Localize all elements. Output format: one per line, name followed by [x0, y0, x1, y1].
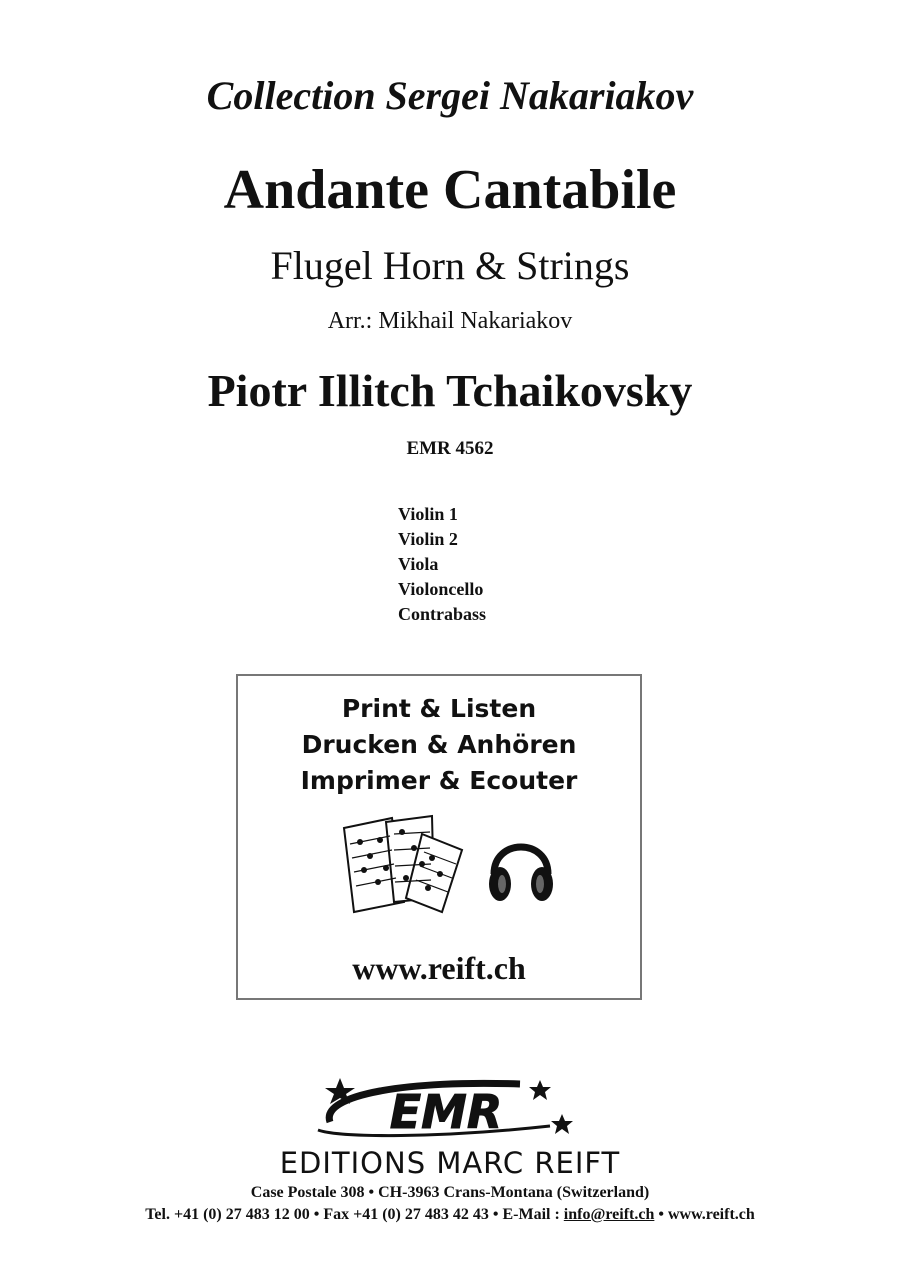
headphones-icon [486, 828, 556, 906]
part-item: Contrabass [398, 604, 487, 624]
part-item: Violin 1 [398, 504, 458, 524]
publisher-contact [0, 1206, 900, 1224]
contact-website[interactable]: • www.reift.ch [654, 1206, 755, 1223]
parts-list [398, 502, 486, 627]
email-link[interactable]: info@reift.ch [563, 1206, 655, 1223]
composer-name: Piotr Illitch Tchaikovsky [207, 365, 693, 416]
print-listen-box [236, 674, 642, 1000]
part-item: Violin 2 [398, 529, 458, 549]
catalog-number: EMR 4562 [406, 438, 494, 459]
publisher-address: Case Postale 308 • CH-3963 Crans-Montana (Switzerland) [250, 1184, 650, 1201]
collection-title: Collection Sergei Nakariakov [206, 73, 694, 118]
contact-phone-fax: Tel. +41 (0) 27 483 12 00 • Fax +41 (0) 27 483 42 43 • E-Mail : [145, 1206, 564, 1223]
svg-text:EMR: EMR [389, 1085, 503, 1139]
part-item: Viola [398, 554, 439, 574]
part-item: Violoncello [398, 579, 484, 599]
promo-line-french: Imprimer & Ecouter [300, 766, 578, 795]
promo-line-english: Print & Listen [341, 694, 537, 723]
emr-logo [300, 1076, 600, 1142]
instrumentation-subtitle: Flugel Horn & Strings [270, 243, 630, 288]
piece-title: Andante Cantabile [223, 159, 677, 221]
promo-website-link[interactable]: www.reift.ch [352, 950, 526, 986]
sheet-music-icon [336, 814, 468, 914]
publisher-name: EDITIONS MARC REIFT [279, 1146, 621, 1180]
promo-line-german: Drucken & Anhören [301, 730, 577, 759]
arranger-credit: Arr.: Mikhail Nakariakov [327, 308, 573, 334]
